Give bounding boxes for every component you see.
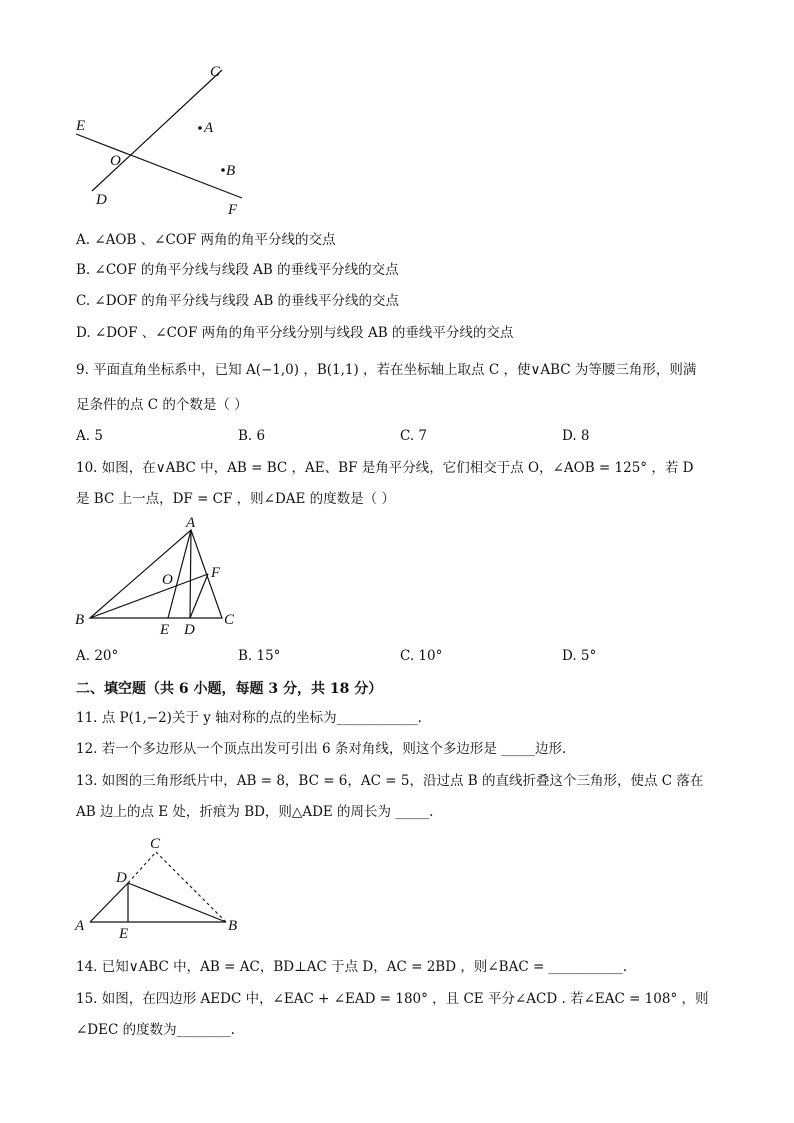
label-e2: E bbox=[160, 622, 170, 638]
label-d3: D bbox=[116, 870, 127, 886]
q12-text: 12. 若一个多边形从一个顶点出发可引出 6 条对角线，则这个多边形是 _____边形. bbox=[76, 741, 567, 757]
label-e3: E bbox=[119, 926, 129, 942]
label-a2: A bbox=[186, 515, 196, 531]
line-ef bbox=[76, 134, 242, 198]
point-a bbox=[198, 126, 202, 130]
q13-stem-line1: 13. 如图的三角形纸片中，AB = 8，BC = 6，AC = 5，沿过点 B 的直线折叠这个三角形，使点 C 落在 bbox=[76, 773, 704, 789]
q11-text: 11. 点 P(1,−2)关于 y 轴对称的点的坐标为____________. bbox=[76, 710, 422, 726]
segment-dc bbox=[128, 852, 156, 883]
segment-df bbox=[190, 574, 208, 618]
label-o2: O bbox=[162, 572, 173, 588]
q10-stem-line2: 是 BC 上一点，DF = CF ，则∠DAE 的度数是（ ） bbox=[76, 491, 395, 507]
q10-option-a: A. 20° bbox=[76, 648, 119, 664]
label-f2: F bbox=[211, 565, 221, 581]
triangle-abc bbox=[90, 530, 222, 618]
q14-text: 14. 已知∨ABC 中，AB = AC，BD⊥AC 于点 D，AC = 2BD ，则∠BAC = ___________. bbox=[76, 959, 628, 975]
figure-intersecting-lines bbox=[66, 58, 266, 218]
label-d2: D bbox=[184, 622, 195, 638]
q8-option-c: C. ∠DOF 的角平分线与线段 AB 的垂线平分线的交点 bbox=[76, 293, 400, 309]
line-cd bbox=[92, 70, 222, 191]
label-a3: A bbox=[75, 918, 85, 934]
figure-triangle-bisectors bbox=[70, 512, 250, 640]
q15-stem-line2: ∠DEC 的度数为________. bbox=[76, 1022, 235, 1038]
q9-stem-line1: 9. 平面直角坐标系中，已知 A(−1,0) ，B(1,1) ，若在坐标轴上取点 C ，使∨ABC 为等腰三角形，则满 bbox=[76, 362, 697, 378]
label-b2: B bbox=[75, 612, 85, 628]
label-a: A bbox=[204, 120, 214, 136]
q10-option-c: C. 10° bbox=[400, 648, 443, 664]
q9-stem-line2: 足条件的点 C 的个数是（ ） bbox=[76, 397, 248, 413]
label-c: C bbox=[210, 64, 221, 80]
label-d: D bbox=[96, 192, 107, 208]
q8-option-a: A. ∠AOB 、∠COF 两角的角平分线的交点 bbox=[76, 232, 336, 248]
point-b bbox=[221, 168, 225, 172]
q9-option-a: A. 5 bbox=[76, 428, 103, 444]
segment-db bbox=[128, 883, 226, 922]
q10-stem-line1: 10. 如图，在∨ABC 中，AB = BC ，AE、BF 是角平分线，它们相交于点 O，∠AOB = 125° ，若 D bbox=[76, 460, 694, 476]
segment-cb bbox=[156, 852, 226, 922]
q9-option-b: B. 6 bbox=[238, 428, 266, 444]
q10-option-d: D. 5° bbox=[562, 648, 597, 664]
q10-option-b: B. 15° bbox=[238, 648, 281, 664]
label-e: E bbox=[76, 118, 86, 134]
label-c3: C bbox=[150, 836, 161, 852]
segment-ad bbox=[90, 883, 128, 922]
q9-option-c: C. 7 bbox=[400, 428, 428, 444]
label-f: F bbox=[228, 202, 238, 218]
q13-stem-line2: AB 边上的点 E 处，折痕为 BD，则△ADE 的周长为 _____. bbox=[76, 804, 434, 820]
label-c2: C bbox=[224, 612, 235, 628]
q8-option-b: B. ∠COF 的角平分线与线段 AB 的垂线平分线的交点 bbox=[76, 262, 399, 278]
section-fill-in-blank-heading: 二、填空题（共 6 小题，每题 3 分，共 18 分） bbox=[76, 681, 383, 697]
label-o: O bbox=[110, 153, 121, 169]
segment-ad bbox=[190, 530, 191, 618]
label-b3: B bbox=[228, 918, 238, 934]
figure-folded-triangle bbox=[70, 832, 250, 944]
q8-option-d: D. ∠DOF 、∠COF 两角的角平分线分别与线段 AB 的垂线平分线的交点 bbox=[76, 325, 514, 341]
q9-option-d: D. 8 bbox=[562, 428, 590, 444]
label-b: B bbox=[226, 163, 236, 179]
q15-stem-line1: 15. 如图，在四边形 AEDC 中，∠EAC + ∠EAD = 180° ，且 CE 平分∠ACD . 若∠EAC = 108° ，则 bbox=[76, 991, 709, 1007]
